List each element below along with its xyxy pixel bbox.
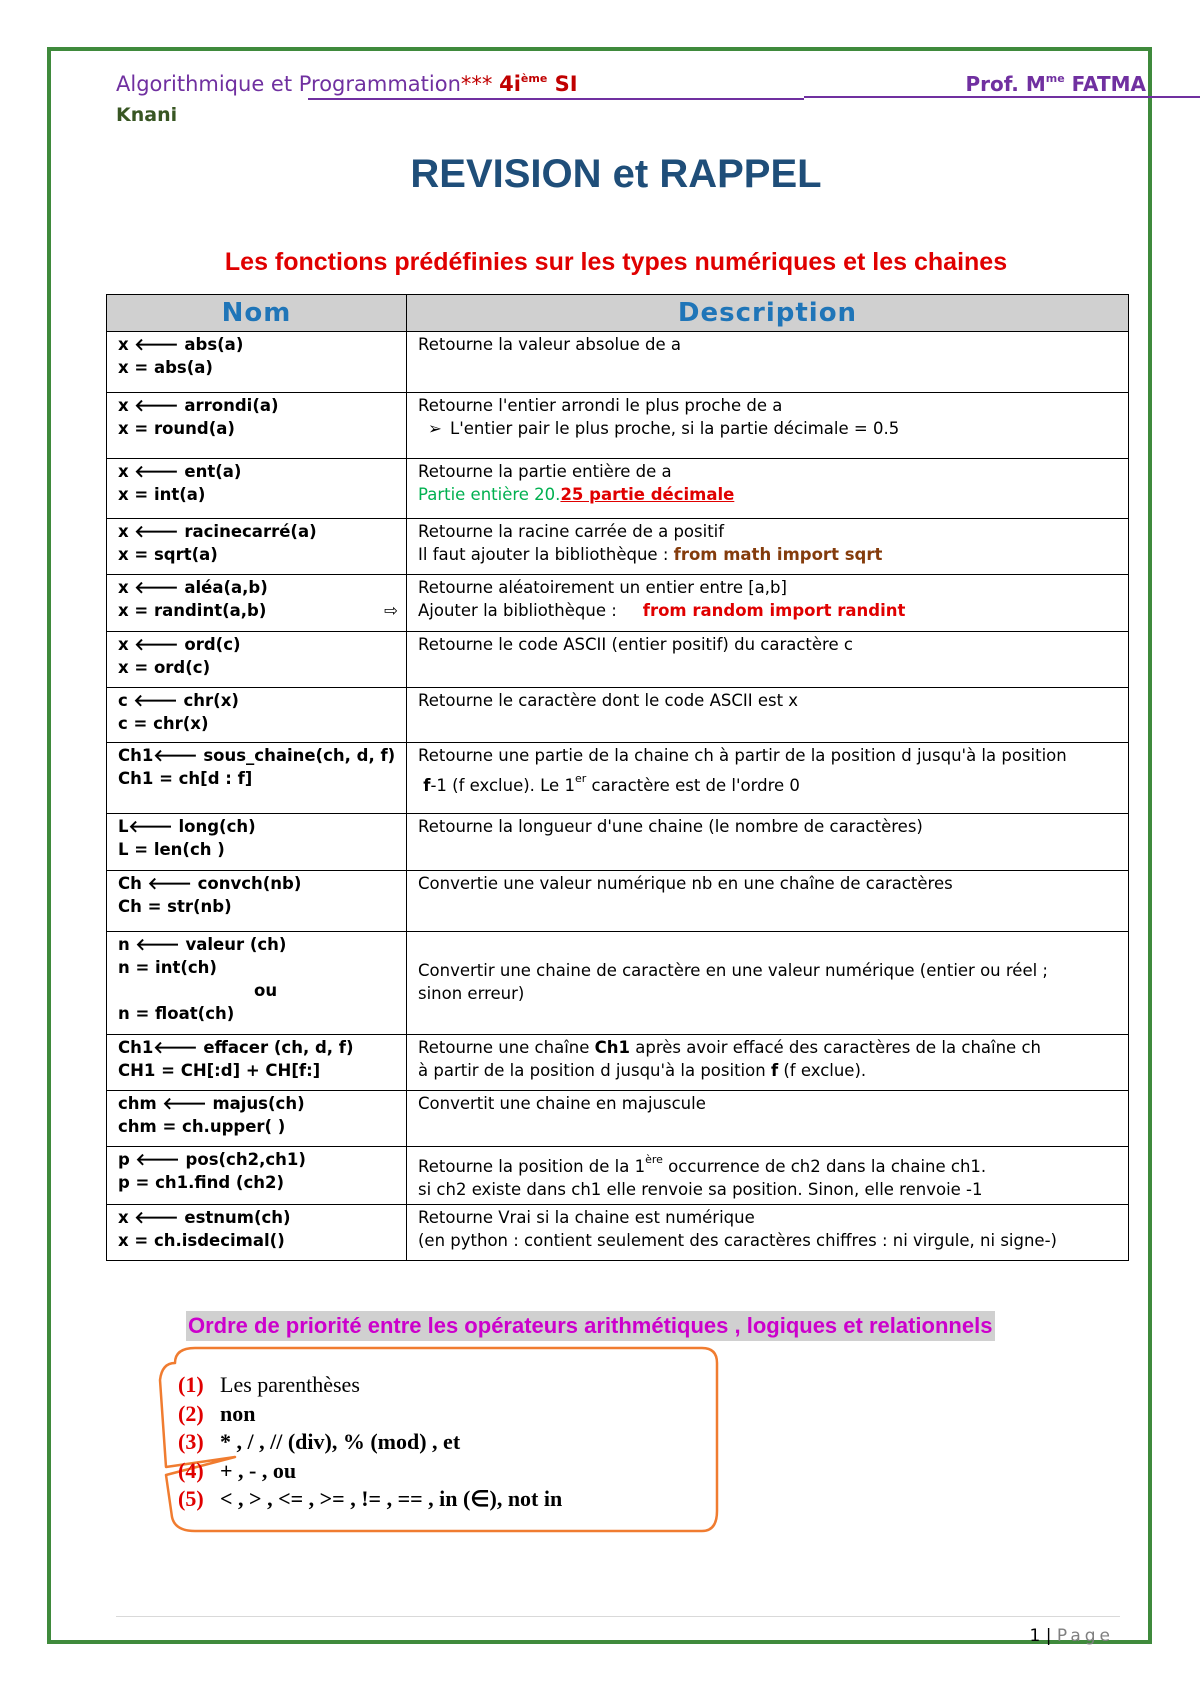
table-row <box>107 575 1129 632</box>
table-row <box>107 1147 1129 1205</box>
table-row <box>107 1035 1129 1091</box>
function-name: Ch1🡐 effacer (ch, d, f) CH1 = CH[:d] + CH[f:] <box>107 1035 407 1091</box>
teacher-surname: Knani <box>116 104 178 126</box>
table-row <box>107 632 1129 688</box>
function-name: x 🡐 arrondi(a) x = round(a) <box>107 393 407 459</box>
function-description: Retourne la partie entière de a Partie entière 20.25 partie décimale <box>407 459 1129 519</box>
list-item: (3) * , / , // (div), % (mod) , et <box>178 1429 461 1454</box>
list-item: (4) + , - , ou <box>178 1457 297 1483</box>
arrow-bullet-icon: ➢ <box>428 419 442 438</box>
page-number: 1 <box>1029 1626 1041 1646</box>
table-row <box>107 743 1129 814</box>
functions-table <box>106 294 1129 1261</box>
function-description: Retourne la racine carrée de a positif Il faut ajouter la bibliothèque : from math import sqrt <box>407 519 1129 575</box>
function-name: c 🡐 chr(x) c = chr(x) <box>107 688 407 743</box>
course-title: Algorithmique et Programmation*** $4i^{ème}$ SI <box>116 72 578 96</box>
function-description: Retourne le code ASCII (entier positif) du caractère c <box>407 632 1129 688</box>
section-subtitle: Les fonctions prédéfinies sur les types numériques et les chaines <box>224 248 1008 276</box>
table-row <box>107 688 1129 743</box>
priority-section-title: Ordre de priorité entre les opérateurs arithmétiques , logiques et relationnels <box>186 1311 995 1341</box>
list-item: (5) < , > , <= , >= , != , == , in (∈), not in <box>178 1486 563 1511</box>
function-description: Convertit une chaine en majuscule <box>407 1091 1129 1147</box>
page-title: REVISION et RAPPEL <box>410 152 822 196</box>
teacher-name: Prof. $M^{me}$ FATMA <box>965 72 1146 96</box>
document-header <box>116 70 1146 100</box>
function-name: n 🡐 valeur (ch) n = int(ch) ou n = float(ch) <box>107 932 407 1035</box>
table-row <box>107 459 1129 519</box>
function-name: x 🡐 aléa(a,b) x = randint(a,b) ⇨ <box>107 575 407 632</box>
list-item: (1) Les parenthèses <box>178 1372 360 1397</box>
footer-divider <box>116 1616 1120 1617</box>
priority-list <box>178 1371 562 1514</box>
function-description: Retourne Vrai si la chaine est numérique (en python : contient seulement des caractères chiffres : ni virgule, ni signe-) <box>407 1205 1129 1261</box>
table-header-row <box>107 295 1129 332</box>
function-name: x 🡐 racinecarré(a) x = sqrt(a) <box>107 519 407 575</box>
function-description: Retourne la valeur absolue de a <box>407 332 1129 393</box>
table-row <box>107 932 1129 1035</box>
example-text: Partie entière 20.25 partie décimale <box>418 485 735 504</box>
function-name: x 🡐 estnum(ch) x = ch.isdecimal() <box>107 1205 407 1261</box>
page-footer: 1 | Page <box>1029 1626 1114 1646</box>
column-header-nom: Nom <box>107 295 407 332</box>
list-item: (2) non <box>178 1400 256 1426</box>
function-description: Retourne aléatoirement un entier entre [a,b] Ajouter la bibliothèque : from random import randint <box>407 575 1129 632</box>
table-row <box>107 519 1129 575</box>
function-name: L🡐 long(ch) L = len(ch ) <box>107 814 407 871</box>
table-row <box>107 1205 1129 1261</box>
import-statement: from math import sqrt <box>673 545 883 564</box>
import-statement: from random import randint <box>642 601 906 620</box>
function-description: Retourne la longueur d'une chaine (le nombre de caractères) <box>407 814 1129 871</box>
function-description: Retourne une chaîne Ch1 après avoir effacé des caractères de la chaîne ch à partir de la position d jusqu'à la position f (f exclue). <box>407 1035 1129 1091</box>
function-name: p 🡐 pos(ch2,ch1) p = ch1.find (ch2) <box>107 1147 407 1205</box>
function-description: Retourne une partie de la chaine ch à partir de la position d jusqu'à la position f-1 (f exclue). Le 1er caractère est de l'ordre 0 <box>407 743 1129 814</box>
function-name: chm 🡐 majus(ch) chm = ch.upper( ) <box>107 1091 407 1147</box>
function-name: x 🡐 ent(a) x = int(a) <box>107 459 407 519</box>
right-arrow-icon: ⇨ <box>384 601 398 620</box>
table-row <box>107 332 1129 393</box>
function-description: Retourne la position de la 1ère occurrence de ch2 dans la chaine ch1. si ch2 existe dans ch1 elle renvoie sa position. Sinon, elle renvoie -1 <box>407 1147 1129 1205</box>
table-row <box>107 871 1129 932</box>
header-underline-right <box>804 96 1200 98</box>
function-name: x 🡐 abs(a) x = abs(a) <box>107 332 407 393</box>
table-row <box>107 1091 1129 1147</box>
function-description: Retourne l'entier arrondi le plus proche de a ➢ L'entier pair le plus proche, si la partie décimale = 0.5 <box>407 393 1129 459</box>
header-underline <box>308 98 804 100</box>
function-description: Convertie une valeur numérique nb en une chaîne de caractères <box>407 871 1129 932</box>
function-name: Ch1🡐 sous_chaine(ch, d, f) Ch1 = ch[d : f] <box>107 743 407 814</box>
function-name: Ch 🡐 convch(nb) Ch = str(nb) <box>107 871 407 932</box>
function-name: x 🡐 ord(c) x = ord(c) <box>107 632 407 688</box>
function-description: Retourne le caractère dont le code ASCII est x <box>407 688 1129 743</box>
function-description: Convertir une chaine de caractère en une valeur numérique (entier ou réel ; sinon erreur) <box>407 932 1129 1035</box>
table-row <box>107 814 1129 871</box>
column-header-description: Description <box>407 295 1129 332</box>
table-row <box>107 393 1129 459</box>
